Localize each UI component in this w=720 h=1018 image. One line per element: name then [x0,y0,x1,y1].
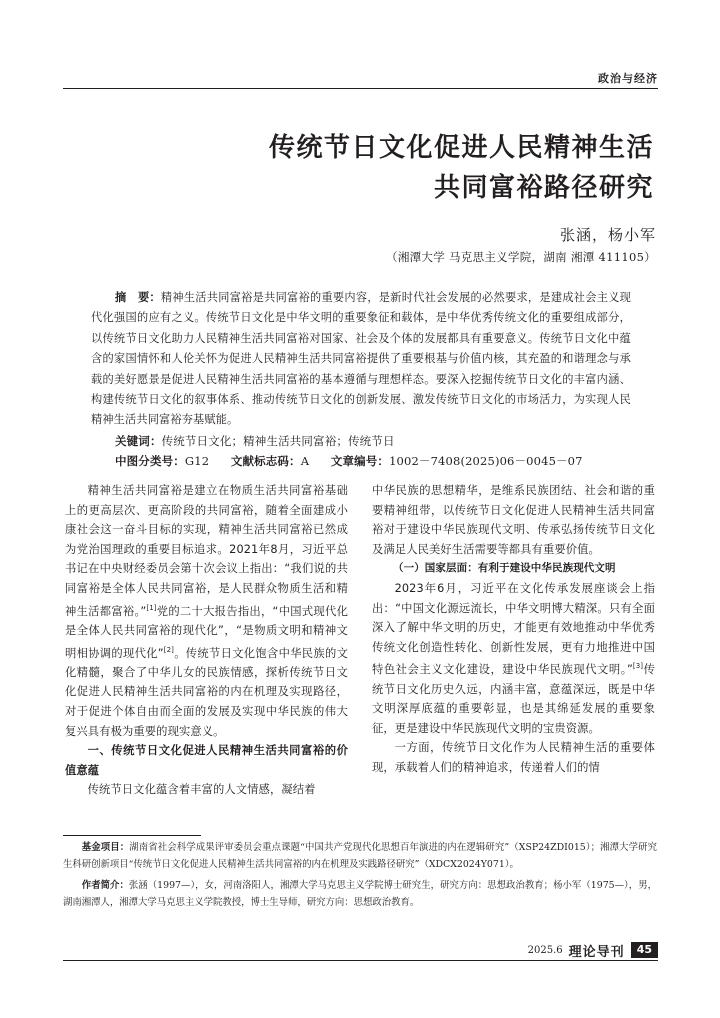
paragraph [372,579,655,739]
author-text: 张涵（1997—），女，河南洛阳人，湘潭大学马克思主义学院博士研究生，研究方向：思想政治教育；杨小军（1975—），男，湖南湘潭人，湘潭大学马克思主义学院教授，博士生导师，研究方向：思想政治教育。 [63,880,657,908]
text-run: 传统节日文化历史久远，内涵丰富，意蕴深远，既是中华文明深厚底蕴的重要彰显，也是其绵延发展的重要象征，更是建设中华民族现代文明的宝贵资源。 [372,663,655,735]
section-tag: 政治与经济 [598,72,658,85]
clc-label: 中图分类号： [115,454,185,469]
text-run: 2023年6月，习近平在文化传承发展座谈会上指出：“中国文化源远流长，中华文明博大精深。只有全面深入了解中华文明的历史，才能更有效地推动中华优秀传统文化创造性转化、创新性发展，更有力地推进中国特色社会主义文化建设，建设中华民族现代文明。” [372,581,655,677]
article-no-label: 文章编号： [330,454,390,469]
text-run: 精神生活共同富裕是建立在物质生活共同富裕基础上的更高层次、更高阶段的共同富裕，随着全面建成小康社会这一奋斗目标的实现，精神生活共同富裕已然成为党治国理政的重要目标追求。2021年8月，习近平总书记在中央财经委员会第十次会议上指出：“我们说的共同富裕是全体人民共同富裕，是人民群众物质生活和精神生活都富裕。” [65,484,348,618]
subsection-heading: （一）国家层面：有利于建设中华民族现代文明 [393,562,616,575]
paragraph: 传统节日文化蕴含着丰富的人文情感，凝结着 [87,783,316,797]
body-column-right [372,481,655,778]
header-rule [63,88,658,89]
footer-rule [63,960,658,961]
paragraph: 中华民族的思想精华，是维系民族团结、社会和谐的重要精神纽带，以传统节日文化促进人民精神生活共同富裕对于建设中华民族现代文明、传承弘扬传统节日文化及满足人民美好生活需要等都具有重要价值。 [372,484,655,556]
doc-code-label: 文献标志码： [230,454,301,469]
citation: [1] [146,603,157,612]
footnote-separator [63,835,201,836]
keywords: 传统节日文化；精神生活共同富裕；传统节日 [161,433,395,448]
text-run: 。传统节日文化饱含中华民族的文化精髓，聚合了中华儿女的民族情感，探析传统节日文化促进人民精神生活共同富裕的内在机理及实现路径，对于促进个体自由而全面的发展及实现中华民族的伟大复兴具有极为重要的现实意义。 [65,646,348,738]
affiliation: （湘潭大学 马克思主义学院，湖南 湘潭 411105） [386,250,656,264]
article-title-line2: 共同富裕路径研究 [433,173,654,203]
clc-value: G12 [184,454,210,469]
paragraph [65,481,348,741]
author-note [63,877,657,911]
author-label: 作者简介： [81,880,129,891]
issue-date: 2025.6 [527,944,563,956]
citation: [3] [632,662,644,671]
section-heading: 一、传统节日文化促进人民精神生活共同富裕的价值意蕴 [65,744,348,777]
article-no-value: 1002－7408(2025)06－0045－07 [389,454,583,469]
paragraph: 一方面，传统节日文化作为人民精神生活的重要体现，承载着人们的精神追求，传递着人们的情 [372,741,655,775]
journal-name: 理论导刊 [568,944,625,960]
classification-line [91,451,631,471]
keywords-label: 关键词： [115,433,162,448]
footnotes [63,839,657,915]
citation: [2] [163,645,174,654]
fund-note [63,839,657,873]
body-column-left [65,481,348,800]
fund-label: 基金项目： [81,842,130,853]
authors: 张涵，杨小军 [559,226,656,244]
page-footer [528,942,658,958]
abstract-text: 精神生活共同富裕是共同富裕的重要内容，是新时代社会发展的必然要求，是建成社会主义现代化强国的应有之义。传统节日文化是中华文明的重要象征和载体，是中华优秀传统文化的重要组成部分，以传统节日文化助力人民精神生活共同富裕对国家、社会及个体的发展都具有重要意义。传统节日文化中蕴含的家国情怀和人伦关怀为促进人民精神生活共同富裕提供了重要根基与价值内核，其充盈的和谐理念与承载的美好愿景是促进人民精神生活共同富裕的基本遵循与理想样态。要深入挖掘传统节日文化的丰富内涵、构建传统节日文化的叙事体系、推动传统节日文化的创新发展、激发传统节日文化的市场活力，为实现人民精神生活共同富裕夯基赋能。 [91,291,632,427]
abstract-label: 摘 要： [115,291,161,304]
article-title-line1: 传统节日文化促进人民精神生活 [268,133,654,163]
keywords-line [91,431,631,451]
fund-text: 湖南省社会科学成果评审委员会重点课题“中国共产党现代化思想百年演进的内在逻辑研究”（XSP24ZDI015）；湘潭大学研究生科研创新项目“传统节日文化促进人民精神生活共同富裕的内在机理及实践路径研究”（XDCX2024Y071）。 [63,842,657,870]
doc-code-value: A [300,454,310,469]
abstract [91,288,631,472]
text-run: 党的二十大报告指出，“中国式现代化是全体人民共同富裕的现代化”，“是物质文明和精神文明相协调的现代化” [65,604,348,660]
page-number: 45 [631,942,658,958]
